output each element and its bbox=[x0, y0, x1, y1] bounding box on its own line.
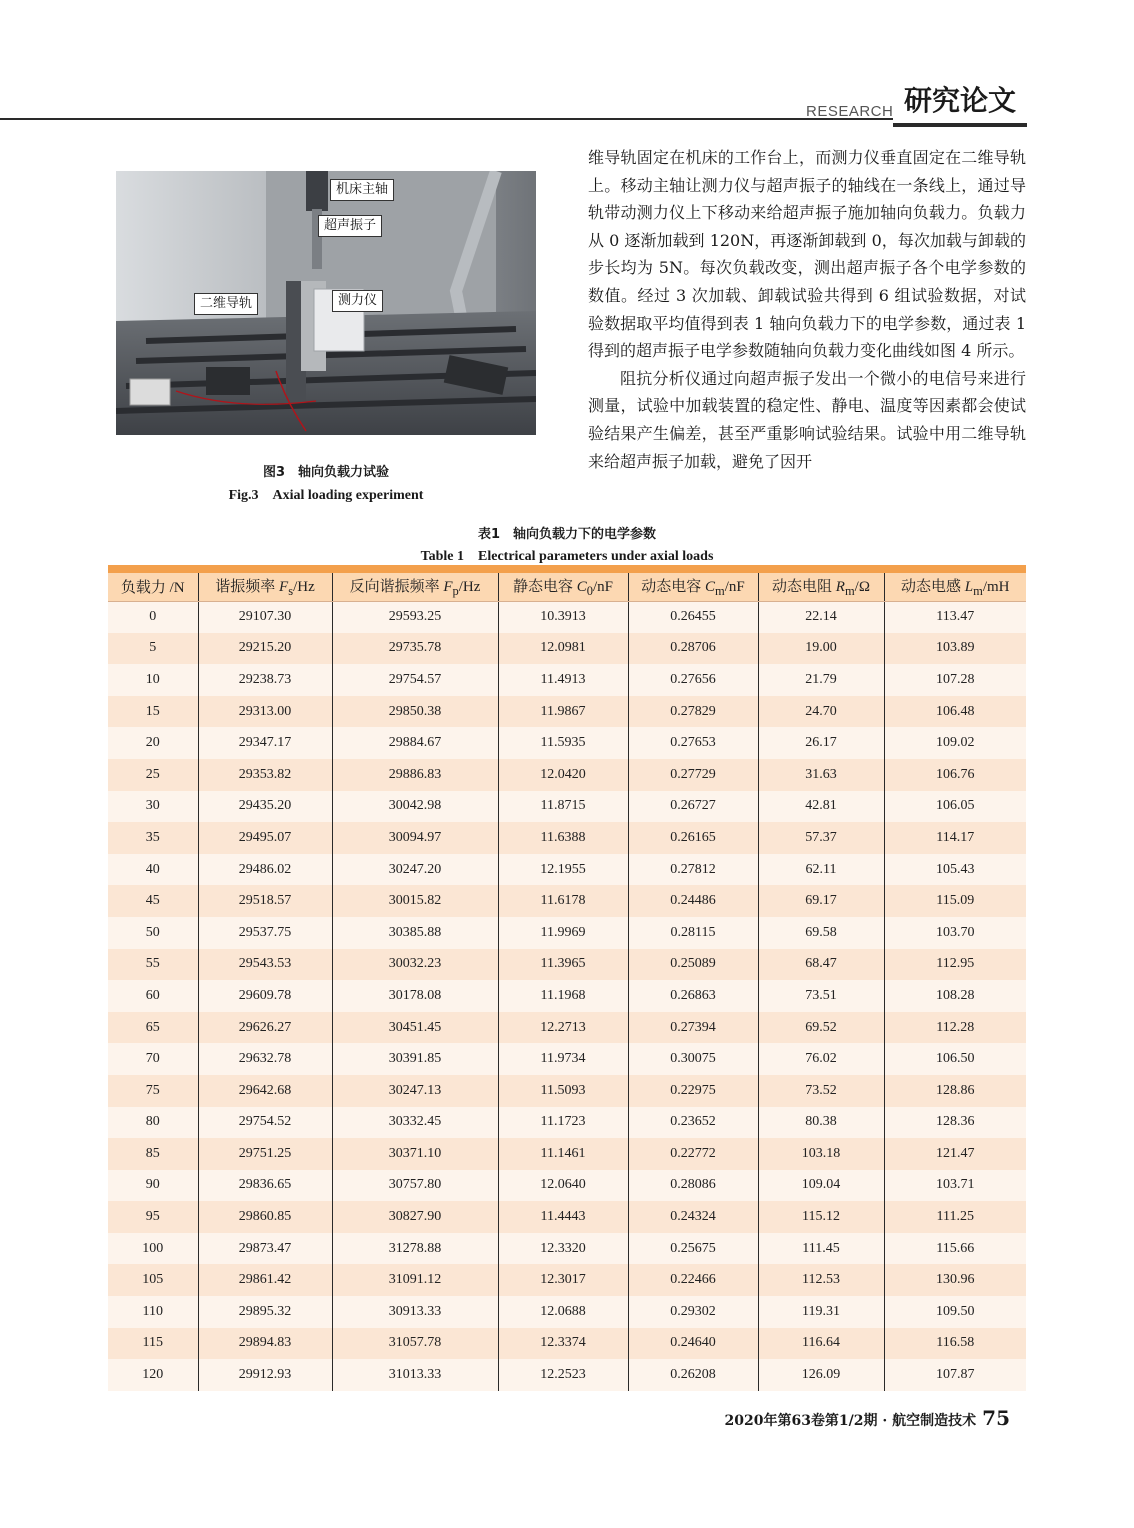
table-cell: 29626.27 bbox=[198, 1012, 332, 1044]
table-cell: 29886.83 bbox=[332, 759, 498, 791]
table-cell: 10 bbox=[108, 664, 198, 696]
table-cell: 30827.90 bbox=[332, 1201, 498, 1233]
table-cell: 29751.25 bbox=[198, 1138, 332, 1170]
table-cell: 31013.33 bbox=[332, 1359, 498, 1391]
table-cell: 112.28 bbox=[884, 1012, 1026, 1044]
table-cell: 65 bbox=[108, 1012, 198, 1044]
table-cell: 35 bbox=[108, 822, 198, 854]
table-row bbox=[108, 1201, 1026, 1233]
table-cell: 110 bbox=[108, 1296, 198, 1328]
page-footer bbox=[700, 1406, 1010, 1433]
table-cell: 12.0420 bbox=[498, 759, 628, 791]
table-cell: 12.0640 bbox=[498, 1170, 628, 1202]
column-header-fs: 谐振频率 $F_s/Hz$ bbox=[198, 573, 332, 601]
table-cell: 106.50 bbox=[884, 1043, 1026, 1075]
table-cell: 109.02 bbox=[884, 727, 1026, 759]
electrical-parameters-table bbox=[108, 565, 1026, 1391]
table-cell: 80 bbox=[108, 1107, 198, 1139]
figure-label-rail: 二维导轨 bbox=[194, 293, 258, 315]
table-cell: 85 bbox=[108, 1138, 198, 1170]
table-cell: 0.27394 bbox=[628, 1012, 758, 1044]
table-cell: 0.26863 bbox=[628, 980, 758, 1012]
table-cell: 0.26165 bbox=[628, 822, 758, 854]
table-row bbox=[108, 759, 1026, 791]
figure-caption-en: Fig.3 Axial loading experiment bbox=[228, 488, 424, 503]
table-cell: 107.87 bbox=[884, 1359, 1026, 1391]
table-row bbox=[108, 696, 1026, 728]
table-cell: 111.25 bbox=[884, 1201, 1026, 1233]
table-cell: 60 bbox=[108, 980, 198, 1012]
table-cell: 22.14 bbox=[758, 601, 884, 633]
table-cell: 0.22466 bbox=[628, 1264, 758, 1296]
table-cell: 130.96 bbox=[884, 1264, 1026, 1296]
table-row bbox=[108, 1107, 1026, 1139]
body-paragraph-2: 阻抗分析仪通过向超声振子发出一个微小的电信号来进行测量，试验中加载装置的稳定性、静电、温度等因素都会使试验结果产生偏差，甚至严重影响试验结果。试验中用二维导轨来给超声振子加载，避免了因开 bbox=[588, 368, 1026, 471]
table-cell: 45 bbox=[108, 885, 198, 917]
table-cell: 0.24486 bbox=[628, 885, 758, 917]
table-cell: 15 bbox=[108, 696, 198, 728]
table-cell: 106.76 bbox=[884, 759, 1026, 791]
table-cell: 29537.75 bbox=[198, 917, 332, 949]
table-cell: 0.26208 bbox=[628, 1359, 758, 1391]
figure-caption-cn: 图3 轴向负载力试验 bbox=[262, 465, 390, 480]
table-cell: 29754.57 bbox=[332, 664, 498, 696]
table-cell: 11.3965 bbox=[498, 949, 628, 981]
table-row bbox=[108, 1264, 1026, 1296]
table-cell: 31057.78 bbox=[332, 1328, 498, 1360]
table-cell: 115.66 bbox=[884, 1233, 1026, 1265]
table-cell: 30094.97 bbox=[332, 822, 498, 854]
table-cell: 29912.93 bbox=[198, 1359, 332, 1391]
table-cell: 29884.67 bbox=[332, 727, 498, 759]
table-cell: 11.9969 bbox=[498, 917, 628, 949]
table-row bbox=[108, 1359, 1026, 1391]
table-cell: 30 bbox=[108, 791, 198, 823]
table-cell: 11.9734 bbox=[498, 1043, 628, 1075]
body-text-column bbox=[588, 144, 1026, 475]
table-row bbox=[108, 633, 1026, 665]
table-cell: 115.09 bbox=[884, 885, 1026, 917]
table-cell: 30913.33 bbox=[332, 1296, 498, 1328]
table-cell: 29894.83 bbox=[198, 1328, 332, 1360]
table-cell: 0.24640 bbox=[628, 1328, 758, 1360]
table-cell: 128.36 bbox=[884, 1107, 1026, 1139]
table-cell: 73.51 bbox=[758, 980, 884, 1012]
table-cell: 30015.82 bbox=[332, 885, 498, 917]
table-cell: 21.79 bbox=[758, 664, 884, 696]
figure-label-dynamometer: 测力仪 bbox=[332, 290, 383, 312]
table-cell: 31091.12 bbox=[332, 1264, 498, 1296]
table-cell: 75 bbox=[108, 1075, 198, 1107]
table-row bbox=[108, 885, 1026, 917]
body-paragraph-1: 维导轨固定在机床的工作台上，而测力仪垂直固定在二维导轨上。移动主轴让测力仪与超声振子的轴线在一条线上，通过导轨带动测力仪上下移动来给超声振子施加轴向负载力。负载力从 0 逐渐加载到 120N，再逐渐卸载到 0，每次加载与卸载的步长均为 5N。每次负载改变，测出超声振子各个电学参数的数值。经过 3 次加载、卸载试验共得到 6 组试验数据，对试验数据取平均值得到表 1 轴向负载力下的电学参数，通过表 1 得到的超声振子电学参数随轴向负载力变化曲线如图 4 所示。 bbox=[588, 148, 1026, 361]
table-cell: 0.27729 bbox=[628, 759, 758, 791]
table-cell: 26.17 bbox=[758, 727, 884, 759]
table-cell: 11.4443 bbox=[498, 1201, 628, 1233]
table-cell: 113.47 bbox=[884, 601, 1026, 633]
table-cell: 42.81 bbox=[758, 791, 884, 823]
table-cell: 11.5935 bbox=[498, 727, 628, 759]
table-cell: 95 bbox=[108, 1201, 198, 1233]
table-cell: 109.50 bbox=[884, 1296, 1026, 1328]
table-row bbox=[108, 1075, 1026, 1107]
table-cell: 30385.88 bbox=[332, 917, 498, 949]
table-cell: 0.28706 bbox=[628, 633, 758, 665]
table-row bbox=[108, 949, 1026, 981]
table-cell: 30178.08 bbox=[332, 980, 498, 1012]
table-cell: 30451.45 bbox=[332, 1012, 498, 1044]
page-number: 75 bbox=[982, 1406, 1010, 1430]
table-cell: 73.52 bbox=[758, 1075, 884, 1107]
table-cell: 126.09 bbox=[758, 1359, 884, 1391]
table-cell: 30032.23 bbox=[332, 949, 498, 981]
table-row bbox=[108, 1233, 1026, 1265]
table-cell: 103.89 bbox=[884, 633, 1026, 665]
table-cell: 30332.45 bbox=[332, 1107, 498, 1139]
table-cell: 30247.13 bbox=[332, 1075, 498, 1107]
table-cell: 31.63 bbox=[758, 759, 884, 791]
table-cell: 108.28 bbox=[884, 980, 1026, 1012]
journal-info: 2020年第63卷第1/2期 · 航空制造技术 bbox=[724, 1413, 977, 1429]
table-cell: 11.5093 bbox=[498, 1075, 628, 1107]
table-cell: 106.48 bbox=[884, 696, 1026, 728]
table-cell: 11.6178 bbox=[498, 885, 628, 917]
table-row bbox=[108, 1043, 1026, 1075]
table-cell: 0.27656 bbox=[628, 664, 758, 696]
figure-label-spindle: 机床主轴 bbox=[330, 179, 394, 201]
table-cell: 0.28086 bbox=[628, 1170, 758, 1202]
table-row bbox=[108, 791, 1026, 823]
table-cell: 29353.82 bbox=[198, 759, 332, 791]
table-row bbox=[108, 664, 1026, 696]
table-cell: 103.18 bbox=[758, 1138, 884, 1170]
table-accent-band bbox=[108, 565, 1026, 573]
table-cell: 111.45 bbox=[758, 1233, 884, 1265]
table-cell: 0.27653 bbox=[628, 727, 758, 759]
table-row bbox=[108, 601, 1026, 633]
table-cell: 29836.65 bbox=[198, 1170, 332, 1202]
table-cell: 69.17 bbox=[758, 885, 884, 917]
table-cell: 30391.85 bbox=[332, 1043, 498, 1075]
table-cell: 29632.78 bbox=[198, 1043, 332, 1075]
table-cell: 115.12 bbox=[758, 1201, 884, 1233]
table-cell: 29642.68 bbox=[198, 1075, 332, 1107]
table-cell: 12.2523 bbox=[498, 1359, 628, 1391]
column-header-rm: 动态电阻 $R_m/\Omega$ bbox=[758, 573, 884, 601]
table-cell: 11.6388 bbox=[498, 822, 628, 854]
lab-setup-illustration bbox=[116, 171, 536, 435]
table-cell: 115 bbox=[108, 1328, 198, 1360]
table-cell: 114.17 bbox=[884, 822, 1026, 854]
table-cell: 5 bbox=[108, 633, 198, 665]
table-cell: 29850.38 bbox=[332, 696, 498, 728]
table-cell: 12.1955 bbox=[498, 854, 628, 886]
table-row bbox=[108, 917, 1026, 949]
table-cell: 30247.20 bbox=[332, 854, 498, 886]
figure-photo bbox=[116, 171, 536, 435]
table-cell: 0.30075 bbox=[628, 1043, 758, 1075]
table-row bbox=[108, 1012, 1026, 1044]
table-cell: 112.53 bbox=[758, 1264, 884, 1296]
table-cell: 105.43 bbox=[884, 854, 1026, 886]
table-cell: 68.47 bbox=[758, 949, 884, 981]
table-body bbox=[108, 601, 1026, 1391]
table-cell: 0.28115 bbox=[628, 917, 758, 949]
table-cell: 103.71 bbox=[884, 1170, 1026, 1202]
table-cell: 29873.47 bbox=[198, 1233, 332, 1265]
table-cell: 29486.02 bbox=[198, 854, 332, 886]
table-cell: 107.28 bbox=[884, 664, 1026, 696]
table-cell: 0.25089 bbox=[628, 949, 758, 981]
table-cell: 116.64 bbox=[758, 1328, 884, 1360]
table-cell: 29313.00 bbox=[198, 696, 332, 728]
table-cell: 11.1968 bbox=[498, 980, 628, 1012]
table-cell: 12.0981 bbox=[498, 633, 628, 665]
table-cell: 128.86 bbox=[884, 1075, 1026, 1107]
table-cell: 62.11 bbox=[758, 854, 884, 886]
table-cell: 0.26455 bbox=[628, 601, 758, 633]
table-cell: 0.22975 bbox=[628, 1075, 758, 1107]
table-cell: 25 bbox=[108, 759, 198, 791]
table-cell: 0.27812 bbox=[628, 854, 758, 886]
table-cell: 12.3017 bbox=[498, 1264, 628, 1296]
table-cell: 69.52 bbox=[758, 1012, 884, 1044]
table-cell: 29609.78 bbox=[198, 980, 332, 1012]
table-cell: 76.02 bbox=[758, 1043, 884, 1075]
table-cell: 57.37 bbox=[758, 822, 884, 854]
table-cell: 105 bbox=[108, 1264, 198, 1296]
table-cell: 11.1723 bbox=[498, 1107, 628, 1139]
table-cell: 0.27829 bbox=[628, 696, 758, 728]
table-cell: 11.4913 bbox=[498, 664, 628, 696]
table-row bbox=[108, 727, 1026, 759]
table-title-cn: 表1 轴向负载力下的电学参数 bbox=[477, 527, 657, 542]
table-cell: 29861.42 bbox=[198, 1264, 332, 1296]
table-cell: 100 bbox=[108, 1233, 198, 1265]
table-cell: 19.00 bbox=[758, 633, 884, 665]
header-research-label: RESEARCH bbox=[806, 103, 894, 120]
table-cell: 29347.17 bbox=[198, 727, 332, 759]
table-cell: 29895.32 bbox=[198, 1296, 332, 1328]
table-cell: 29754.52 bbox=[198, 1107, 332, 1139]
table-cell: 29238.73 bbox=[198, 664, 332, 696]
table-cell: 0.29302 bbox=[628, 1296, 758, 1328]
column-header-fp: 反向谐振频率 $F_p/Hz$ bbox=[332, 573, 498, 601]
table-cell: 116.58 bbox=[884, 1328, 1026, 1360]
table-cell: 20 bbox=[108, 727, 198, 759]
column-header-load: 负载力 /N bbox=[108, 573, 198, 601]
table-cell: 12.0688 bbox=[498, 1296, 628, 1328]
table-row bbox=[108, 980, 1026, 1012]
table-cell: 29860.85 bbox=[198, 1201, 332, 1233]
table-cell: 29735.78 bbox=[332, 633, 498, 665]
table-cell: 29593.25 bbox=[332, 601, 498, 633]
table-cell: 11.1461 bbox=[498, 1138, 628, 1170]
table-cell: 90 bbox=[108, 1170, 198, 1202]
table-cell: 29543.53 bbox=[198, 949, 332, 981]
table-cell: 55 bbox=[108, 949, 198, 981]
table-cell: 40 bbox=[108, 854, 198, 886]
table-cell: 10.3913 bbox=[498, 601, 628, 633]
table-header-row bbox=[108, 573, 1026, 601]
table-cell: 112.95 bbox=[884, 949, 1026, 981]
table-cell: 12.2713 bbox=[498, 1012, 628, 1044]
table-cell: 29435.20 bbox=[198, 791, 332, 823]
table-cell: 0.26727 bbox=[628, 791, 758, 823]
table-cell: 31278.88 bbox=[332, 1233, 498, 1265]
table-cell: 30371.10 bbox=[332, 1138, 498, 1170]
table-cell: 30757.80 bbox=[332, 1170, 498, 1202]
table-cell: 0.23652 bbox=[628, 1107, 758, 1139]
table-cell: 12.3320 bbox=[498, 1233, 628, 1265]
table-cell: 0 bbox=[108, 601, 198, 633]
table-cell: 50 bbox=[108, 917, 198, 949]
column-header-cm: 动态电容 $C_m/nF$ bbox=[628, 573, 758, 601]
column-header-c0: 静态电容 $C_0/nF$ bbox=[498, 573, 628, 601]
table-cell: 29495.07 bbox=[198, 822, 332, 854]
table-cell: 11.8715 bbox=[498, 791, 628, 823]
table-row bbox=[108, 1170, 1026, 1202]
table-row bbox=[108, 1296, 1026, 1328]
table-row bbox=[108, 822, 1026, 854]
section-title: 研究论文 bbox=[893, 83, 1027, 127]
table-cell: 119.31 bbox=[758, 1296, 884, 1328]
table-cell: 29107.30 bbox=[198, 601, 332, 633]
table-cell: 103.70 bbox=[884, 917, 1026, 949]
table-cell: 120 bbox=[108, 1359, 198, 1391]
table-cell: 80.38 bbox=[758, 1107, 884, 1139]
table-cell: 0.22772 bbox=[628, 1138, 758, 1170]
table-row bbox=[108, 1138, 1026, 1170]
table-cell: 0.25675 bbox=[628, 1233, 758, 1265]
table-cell: 70 bbox=[108, 1043, 198, 1075]
table-row bbox=[108, 854, 1026, 886]
table-title-en: Table 1 Electrical parameters under axial loads bbox=[420, 549, 714, 564]
column-header-lm: 动态电感 $L_m/mH$ bbox=[884, 573, 1026, 601]
table-cell: 121.47 bbox=[884, 1138, 1026, 1170]
table-cell: 11.9867 bbox=[498, 696, 628, 728]
table-row bbox=[108, 1328, 1026, 1360]
table-cell: 30042.98 bbox=[332, 791, 498, 823]
table-cell: 12.3374 bbox=[498, 1328, 628, 1360]
table-cell: 0.24324 bbox=[628, 1201, 758, 1233]
table-cell: 29215.20 bbox=[198, 633, 332, 665]
figure-label-transducer: 超声振子 bbox=[318, 215, 382, 237]
table-cell: 29518.57 bbox=[198, 885, 332, 917]
table-cell: 69.58 bbox=[758, 917, 884, 949]
table-cell: 106.05 bbox=[884, 791, 1026, 823]
table-cell: 109.04 bbox=[758, 1170, 884, 1202]
table-cell: 24.70 bbox=[758, 696, 884, 728]
